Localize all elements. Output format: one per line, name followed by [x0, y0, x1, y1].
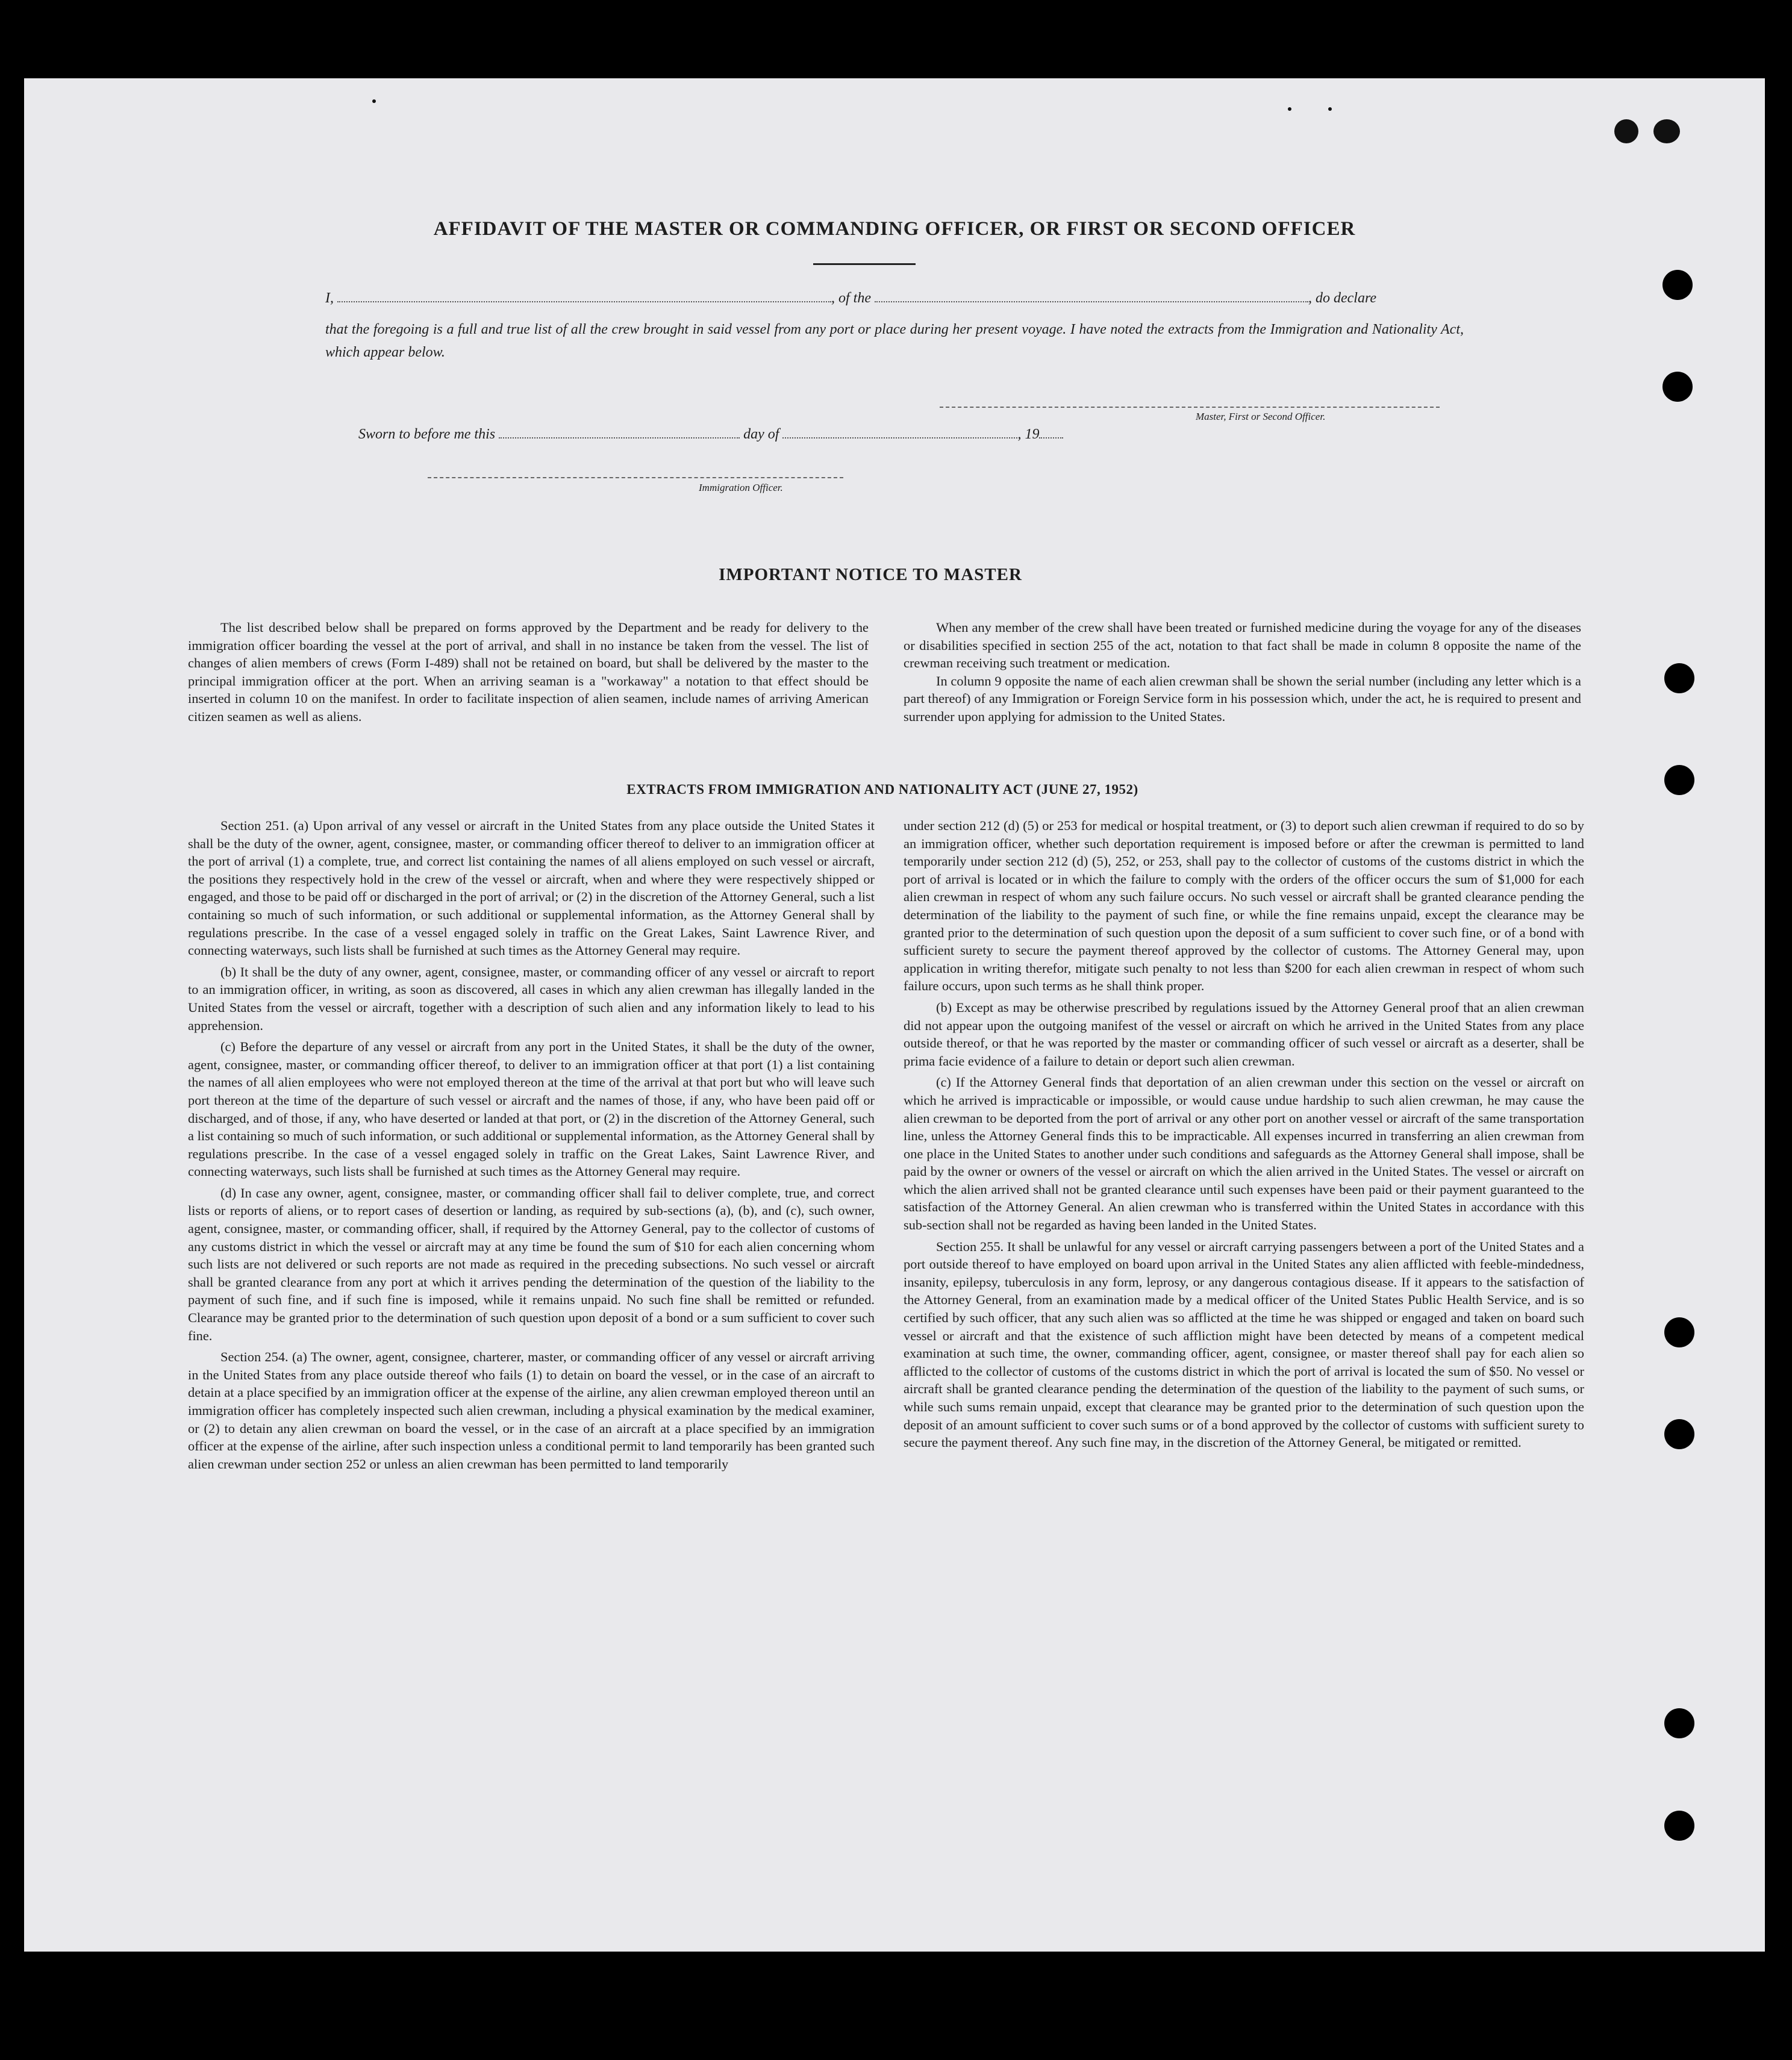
sworn-month-field[interactable]	[782, 437, 1017, 439]
declaration-line	[325, 290, 1464, 307]
extracts-heading: EXTRACTS FROM IMMIGRATION AND NATIONALITY ACT (JUNE 27, 1952)	[626, 782, 1138, 797]
section-251c: (c) Before the departure of any vessel or aircraft from any port in the United States, it shall be the duty of the owner, agent, consignee, master, or commanding officer thereof, to deliver to an immigration officer at that port (1) a list containing the names of all alien employees who were not employed thereon at the time of the arrival at that port but who will leave such port thereon at the time of the departure of such vessel or aircraft and the names of those, if any, who have been paid off or discharged, and of those, if any, who have deserted or landed at that port, or (2) in the discretion of the Attorney General, such a list containing so much of such information, or such additional or supplemental information, as the Attorney General shall by regulations prescribe. In the case of a vessel engaged solely in traffic on the Great Lakes, Saint Lawrence River, and connecting waterways, such lists shall be furnished at such times as the Attorney General may require.	[188, 1039, 875, 1179]
section-251b: (b) It shall be the duty of any owner, agent, consignee, master, or commanding officer of any vessel or aircraft to report to an immigration officer, in writing, as soon as discovered, all cases in which any alien crewman has illegally landed in the United States from the vessel or aircraft, together with a description of such alien and any information likely to lead to his apprehension.	[188, 964, 875, 1033]
section-254b: (b) Except as may be otherwise prescribed by regulations issued by the Attorney General proof that an alien crewman did not appear upon the outgoing manifest of the vessel or aircraft on which he arrived in the United States from any place outside thereof, or that he was reported by the master or commanding officer of such vessel or aircraft as a deserter, shall be prima facie evidence of a failure to detain or deport such alien crewman.	[904, 999, 1584, 1069]
binder-hole-icon	[1664, 1419, 1694, 1449]
sworn-year-field[interactable]	[1039, 437, 1063, 439]
binder-hole-icon	[1664, 1317, 1694, 1347]
affidavit-title: AFFIDAVIT OF THE MASTER OR COMMANDING OFFICER, OR FIRST OR SECOND OFFICER	[433, 218, 1356, 240]
notice-left-column	[188, 619, 869, 726]
section-251a: Section 251. (a) Upon arrival of any vessel or aircraft in the United States from any place outside the United States it shall be the duty of the owner, agent, consignee, master, or commanding officer thereof to deliver to an immigration officer at the port of arrival (1) a complete, true, and correct list containing the names of all aliens employed on such vessel or aircraft, the positions they respectively hold in the crew of the vessel or aircraft, when and where they were respectively shipped or engaged, and those to be paid off or discharged in the port of arrival; or (2) in the discretion of the Attorney General, such a list containing so much of such information, or such additional or supplemental information, as the Attorney General shall by regulations prescribe. In the case of a vessel engaged solely in traffic on the Great Lakes, Saint Lawrence River, and connecting waterways, such lists shall be furnished at such times as the Attorney General may require.	[188, 818, 875, 958]
notice-left-paragraph: The list described below shall be prepared on forms approved by the Department and be ready for delivery to the immigration officer boarding the vessel at the port of arrival, and shall in no instance be taken from the vessel. The list of changes of alien members of crews (Form I-489) shall not be retained on board, but shall be delivered by the master to the principal immigration officer at the port. When an arriving seaman is a "workaway" a notation to that effect should be inserted in column 10 on the manifest. In order to facilitate inspection of alien seamen, include names of arriving American citizen seamen as well as aliens.	[188, 620, 869, 724]
binder-hole-icon	[1662, 270, 1693, 300]
notice-right-paragraph-2: In column 9 opposite the name of each alien crewman shall be shown the serial number (including any letter which is a part thereof) of any Immigration or Foreign Service form in his possession which, under the act, he is required to present and surrender upon applying for admission to the United States.	[904, 673, 1581, 724]
notice-right-paragraph-1: When any member of the crew shall have been treated or furnished medicine during the voyage for any of the diseases or disabilities specified in section 255 of the act, notation to that fact shall be made in column 8 opposite the name of the crewman receiving such treatment or medication.	[904, 620, 1581, 671]
i-label: I,	[325, 290, 334, 306]
binder-hole-icon	[1664, 765, 1694, 795]
binder-hole-icon	[1664, 1708, 1694, 1738]
notice-heading: IMPORTANT NOTICE TO MASTER	[719, 565, 1022, 584]
master-caption: Master, First or Second Officer.	[1196, 411, 1326, 422]
notice-right-column	[904, 619, 1581, 726]
sworn-day-field[interactable]	[499, 437, 740, 439]
speck-icon	[372, 99, 376, 103]
do-declare-label: , do declare	[1308, 290, 1377, 306]
title-underline	[813, 263, 916, 265]
vessel-field[interactable]	[875, 301, 1308, 302]
master-signature-line[interactable]	[940, 407, 1440, 408]
officer-caption: Immigration Officer.	[699, 482, 783, 493]
name-field[interactable]	[337, 301, 831, 302]
of-the-label: , of the	[831, 290, 871, 306]
extracts-right-column	[904, 817, 1584, 1455]
day-of-label: day of	[743, 426, 779, 442]
section-254a-continued: under section 212 (d) (5) or 253 for medical or hospital treatment, or (3) to deport such alien crewman if required to do so by an immigration officer, whether such deportation requirement is imposed before or after the crewman is permitted to land temporarily under section 212 (d) (5), 252, or 253, shall pay to the collector of customs of the customs district in which the port of arrival is located or in which the failure to comply with the orders of the officer occurs the sum of $1,000 for each alien crewman in respect of whom any such failure occurs. No such vessel or aircraft shall be granted clearance pending the determination of the liability to the payment of such fine, or while the fine remains unpaid, except the clearance may be granted prior to the determination of such question upon the deposit of a sum sufficient to cover such fine, or of a bond with sufficient surety to secure the payment thereof approved by the collector of customs. The Attorney General may, upon application in writing therefor, mitigate such penalty to not less than $200 for each alien crewman in respect of whom such failure occurs, upon such terms as he shall think proper.	[904, 818, 1584, 994]
extracts-left-column	[188, 817, 875, 1476]
binder-hole-icon	[1662, 372, 1693, 402]
ink-blot-icon	[1614, 119, 1638, 143]
speck-icon	[1328, 107, 1332, 111]
section-254a: Section 254. (a) The owner, agent, consignee, charterer, master, or commanding officer of any vessel or aircraft arriving in the United States from any place outside thereof who fails (1) to detain on board the vessel, or in the case of an aircraft to detain at a place specified by an immigration officer at the expense of the airline, any alien crewman employed thereon until an immigration officer has completely inspected such alien crewman, including a physical examination by the medical examiner, or (2) to detain any alien crewman on board the vessel, or in the case of an aircraft at a place specified by an immigration officer at the expense of the airline, after such inspection unless a conditional permit to land temporarily has been granted such alien crewman under section 252 or unless an alien crewman has been permitted to land temporarily	[188, 1349, 875, 1472]
sworn-line	[358, 426, 1063, 443]
declaration-text: that the foregoing is a full and true list of all the crew brought in said vessel from any port or place during her present voyage. I have noted the extracts from the Immigration and Nationality Act, which appear below.	[325, 322, 1464, 360]
section-255: Section 255. It shall be unlawful for any vessel or aircraft carrying passengers between a port of the United States and a port outside thereof to have employed on board upon arrival in the United States any alien afflicted with feeble-mindedness, insanity, epilepsy, tuberculosis in any form, leprosy, or any dangerous contagious disease. If it appears to the satisfaction of the Attorney General, from an examination made by a medical officer of the United States Public Health Service, and is so certified by such officer, that any such alien was so afflicted at the time he was shipped or engaged and taken on board such vessel or aircraft and that the existence of such affliction might have been detected by means of a competent medical examination at such time, the owner, commanding officer, agent, consignee, or master thereof shall pay for each alien so afflicted to the collector of customs of the customs district in which the port of arrival is located the sum of $50. No vessel or aircraft shall be granted clearance pending the determination of the question of the liability to the payment of such sums, or while such sums remain unpaid, except that clearance may be granted prior to the determination of such question upon the deposit of an amount sufficient to cover such sums or of a bond approved by the collector of customs with sufficient surety to secure the payment thereof. Any such fine may, in the discretion of the Attorney General, be mitigated or remitted.	[904, 1238, 1584, 1450]
binder-hole-icon	[1664, 663, 1694, 693]
officer-signature-line[interactable]	[428, 477, 843, 478]
speck-icon	[1288, 107, 1291, 111]
section-251d: (d) In case any owner, agent, consignee, master, or commanding officer shall fail to deliver complete, true, and correct lists or reports of aliens, or to report cases of desertion or landing, as required by sub-sections (a), (b), and (c), such owner, agent, consignee, master, or commanding officer, shall, if required by the Attorney General, pay to the collector of customs of any customs district in which the vessel or aircraft may at any time be found the sum of $10 for each alien concerning whom such lists are not delivered or such reports are not made as required in the preceding subsections. No such vessel or aircraft shall be granted clearance from any port at which it arrives pending the determination of the question of the liability to the payment of such fine, and if such fine is imposed, while it remains unpaid. No such fine shall be remitted or refunded. Clearance may be granted prior to the determination of such question upon deposit of a bond or a sum sufficient to cover such fine.	[188, 1185, 875, 1343]
binder-hole-icon	[1664, 1811, 1694, 1841]
ink-blot-icon	[1653, 119, 1680, 143]
sworn-label: Sworn to before me this	[358, 426, 496, 442]
document-page	[24, 78, 1765, 1952]
section-254c: (c) If the Attorney General finds that deportation of an alien crewman under this section on the vessel or aircraft on which he arrived is impracticable or impossible, or would cause undue hardship to such alien crewman, he may cause the alien crewman to be deported from the port of arrival or any other port on another vessel or aircraft of the same transportation line, unless the Attorney General finds this to be impracticable. All expenses incurred in transferring an alien crewman from one place in the United States to another under such conditions and safeguards as the Attorney General shall impose, shall be paid by the owner or owners of the vessel or aircraft on which the alien arrived in the United States. The vessel or aircraft on which the alien arrived shall not be granted clearance until such expenses have been paid or their payment guaranteed to the satisfaction of the Attorney General. An alien crewman who is transferred within the United States in accordance with this sub-section shall not be regarded as having been landed in the United States.	[904, 1075, 1584, 1233]
year-label: , 19	[1017, 426, 1040, 442]
